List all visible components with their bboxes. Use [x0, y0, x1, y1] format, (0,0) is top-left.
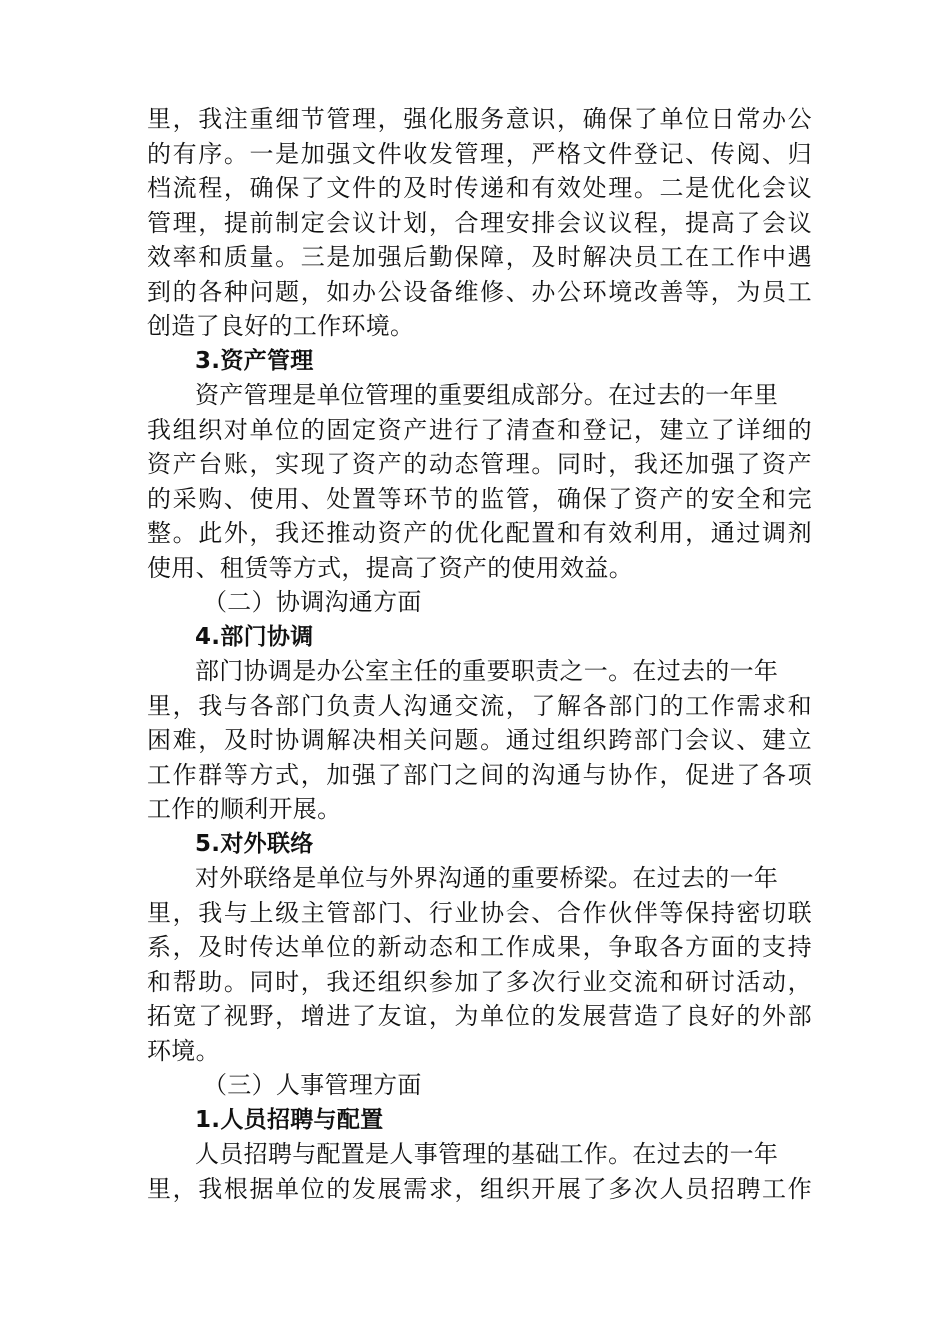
text-line: 资产管理是单位管理的重要组成部分。在过去的一年里	[195, 381, 779, 409]
section-heading-recruitment: 1.人员招聘与配置	[195, 1106, 384, 1133]
text-line: 的采购、使用、处置等环节的监管，确保了资产的安全和完	[147, 484, 812, 513]
paragraph-office-management	[147, 102, 812, 344]
section-heading-asset-management: 3.资产管理	[195, 347, 314, 374]
text-line: 工作的顺利开展。	[147, 795, 342, 823]
section-heading-external-liaison: 5.对外联络	[195, 830, 314, 857]
text-line: 部门协调是办公室主任的重要职责之一。在过去的一年	[195, 657, 779, 685]
text-line: 档流程，确保了文件的及时传递和有效处理。二是优化会议	[147, 174, 812, 202]
text-line: 环境。	[147, 1036, 220, 1065]
text-line: 系，及时传达单位的新动态和工作成果，争取各方面的支持	[147, 933, 812, 961]
text-line: 资产台账，实现了资产的动态管理。同时，我还加强了资产	[147, 450, 812, 478]
text-line: 创造了良好的工作环境。	[147, 312, 415, 340]
section-heading-department-coordination: 4.部门协调	[195, 623, 314, 650]
text-line: 里，我注重细节管理，强化服务意识，确保了单位日常办公	[147, 105, 812, 133]
paragraph-recruitment	[147, 1137, 812, 1206]
text-line: 里，我与各部门负责人沟通交流，了解各部门的工作需求和	[147, 691, 812, 720]
text-line: 困难，及时协调解决相关问题。通过组织跨部门会议、建立	[147, 726, 812, 754]
text-line: 和帮助。同时，我还组织参加了多次行业交流和研讨活动，	[147, 967, 812, 996]
paragraph-department-coordination	[147, 654, 812, 827]
text-line: 里，我与上级主管部门、行业协会、合作伙伴等保持密切联	[147, 898, 812, 927]
text-line: 里，我根据单位的发展需求，组织开展了多次人员招聘工作	[147, 1174, 812, 1203]
text-line: 整。此外，我还推动资产的优化配置和有效利用，通过调剂	[147, 519, 812, 547]
text-line: 人员招聘与配置是人事管理的基础工作。在过去的一年	[195, 1140, 779, 1168]
text-line: 的有序。一是加强文件收发管理，严格文件登记、传阅、归	[147, 139, 812, 168]
paragraph-asset-management	[147, 378, 812, 585]
text-line: 效率和质量。三是加强后勤保障，及时解决员工在工作中遇	[147, 243, 812, 271]
text-line: 到的各种问题，如办公设备维修、办公环境改善等，为员工	[147, 277, 812, 306]
text-line: 对外联络是单位与外界沟通的重要桥梁。在过去的一年	[195, 864, 779, 892]
paragraph-external-liaison	[147, 861, 812, 1068]
text-line: 工作群等方式，加强了部门之间的沟通与协作，促进了各项	[147, 760, 812, 789]
text-line: 拓宽了视野，增进了友谊，为单位的发展营造了良好的外部	[147, 1002, 812, 1030]
document-page	[147, 102, 812, 1206]
subsection-heading-coordination: （二）协调沟通方面	[203, 588, 422, 616]
text-line: 我组织对单位的固定资产进行了清查和登记，建立了详细的	[147, 415, 812, 444]
text-line: 使用、租赁等方式，提高了资产的使用效益。	[147, 553, 633, 582]
subsection-heading-personnel: （三）人事管理方面	[203, 1071, 422, 1099]
text-line: 管理，提前制定会议计划，合理安排会议议程，提高了会议	[147, 208, 812, 237]
